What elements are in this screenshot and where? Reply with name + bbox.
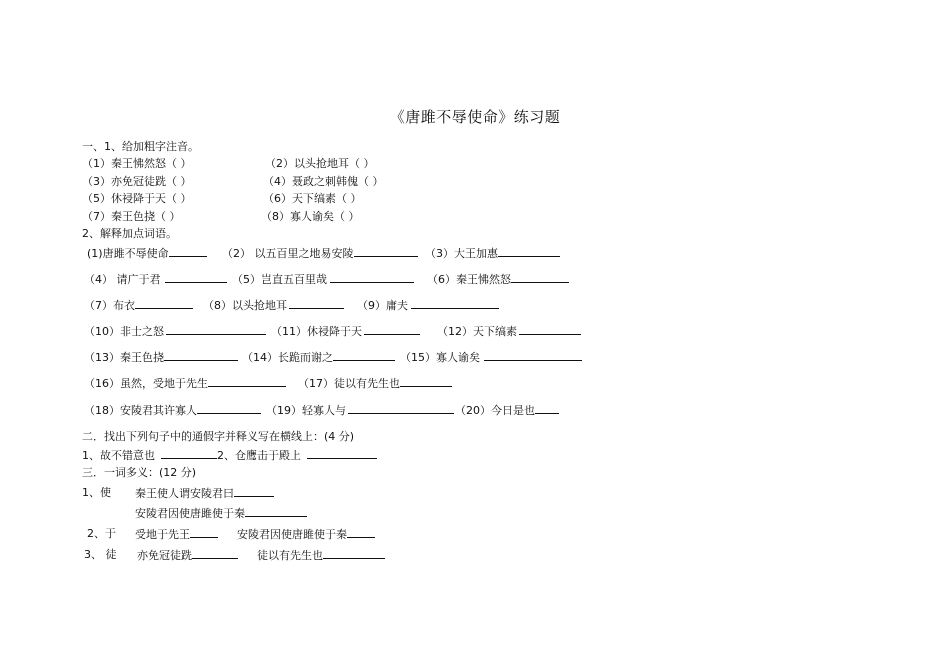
pinyin-item: （5）休祲降于天（ ） (82, 192, 192, 205)
definition-item: （19）轻寡人与 (266, 403, 454, 418)
polysemy-sentence: 受地于先王 (135, 527, 218, 542)
definition-item: （10）非士之怒 (84, 324, 266, 339)
section1-heading: 一、1、给加粗字注音。 (82, 140, 199, 153)
polysemy-label: 2、于 (87, 527, 116, 540)
section2-heading: 2、解释加点词语。 (82, 227, 177, 240)
definition-item: （15）寡人谕矣 (400, 350, 582, 365)
definition-item: （2） 以五百里之地易安陵 (222, 246, 418, 261)
pinyin-item: （4）聂政之刺韩傀（ ） (263, 175, 384, 188)
definition-item: （9）庸夫 (357, 298, 499, 313)
polysemy-sentence: 亦免冠徒跣 (137, 548, 238, 563)
definition-item: （11）休祲降于天 (271, 324, 420, 339)
pinyin-item: （7）秦王色挠（ ） (82, 210, 181, 223)
pinyin-item: （8）寡人谕矣（ ） (261, 210, 360, 223)
polysemy-label: 3、 徒 (84, 548, 117, 561)
definition-item: （14）长跪而谢之 (242, 350, 395, 365)
polysemy-sentence: 安陵君因使唐雎使于秦 (135, 506, 307, 521)
tongjia-item: 1、故不错意也 2、仓鹰击于殿上 (82, 448, 377, 463)
definition-item: （5）岂直五百里哉 (232, 272, 414, 287)
definition-item: (1)唐雎不辱使命 (87, 246, 207, 261)
polysemy-sentence: 徒以有先生也 (257, 548, 385, 563)
polysemy-label: 1、使 (82, 486, 111, 499)
polysemy-sentence: 安陵君因使唐雎使于秦 (237, 527, 375, 542)
page-title: 《唐雎不辱使命》练习题 (389, 108, 561, 126)
definition-item: （20）今日是也 (455, 403, 559, 418)
pinyin-item: （6）天下缟素（ ） (263, 192, 362, 205)
pinyin-item: （1）秦王怫然怒（ ） (82, 157, 192, 170)
definition-item: （6）秦王怫然怒 (427, 272, 569, 287)
pinyin-item: （3）亦免冠徒跣（ ） (82, 175, 192, 188)
definition-item: （18）安陵君其许寡人 (84, 403, 261, 418)
definition-item: （17）徒以有先生也 (298, 376, 452, 391)
definition-item: （7）布衣 (84, 298, 193, 313)
definition-item: （12）天下缟素 (437, 324, 581, 339)
definition-item: （3）大王加惠 (425, 246, 560, 261)
definition-item: （8）以头抢地耳 (203, 298, 344, 313)
section3-heading: 二．找出下列句子中的通假字并释义写在横线上：(4 分) (82, 430, 355, 443)
polysemy-sentence: 秦王使人谓安陵君曰 (135, 486, 274, 501)
definition-item: （4） 请广于君 (84, 272, 227, 287)
definition-item: （16）虽然，受地于先生 (84, 376, 286, 391)
definition-item: （13）秦王色挠 (84, 350, 238, 365)
pinyin-item: （2）以头抢地耳（ ） (265, 157, 375, 170)
section4-heading: 三．一词多义：(12 分) (82, 466, 197, 479)
